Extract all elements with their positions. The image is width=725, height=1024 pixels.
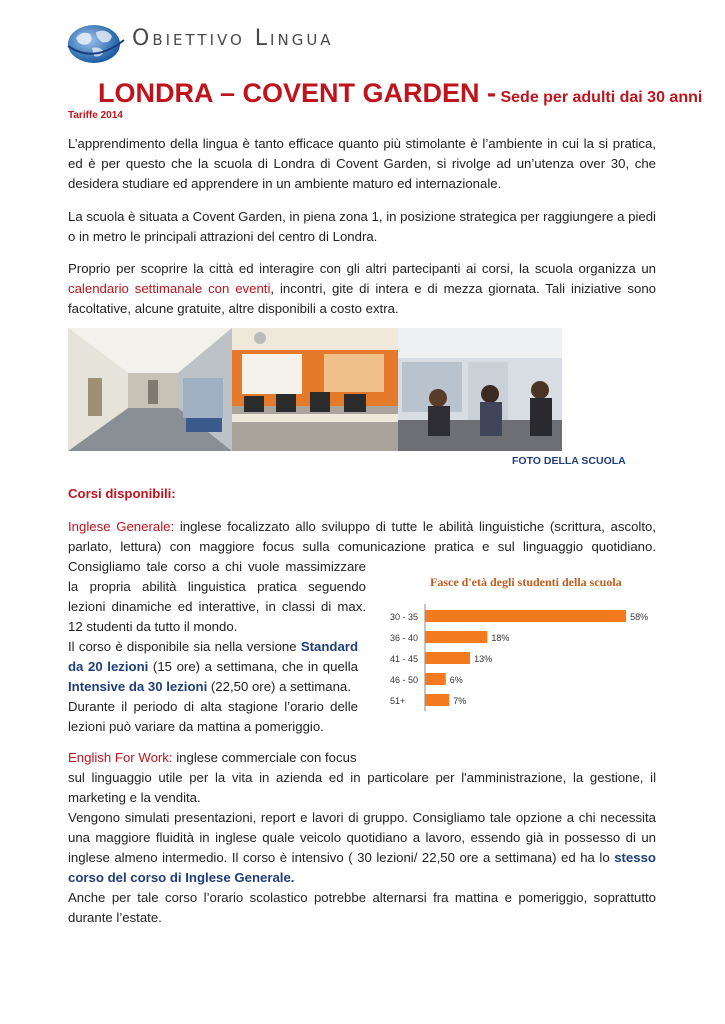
- standard-label: Standard: [300, 639, 358, 654]
- chart-title: Fasce d'età degli studenti della scuola: [430, 575, 622, 589]
- chart-value-label: 58%: [630, 612, 649, 622]
- school-photos: [68, 328, 562, 451]
- title-sub: Sede per adulti dai 30 anni: [500, 89, 703, 106]
- work-line-3: marketing e la vendita.: [68, 790, 201, 805]
- chart-category-label: 30 - 35: [390, 612, 419, 622]
- inglese-generale-label: Inglese Generale:: [68, 519, 175, 534]
- courses-heading: Corsi disponibili:: [68, 486, 176, 501]
- p3-text-a: Proprio per scoprire la città ed interagire con gli altri partecipanti ai corsi, la scuola organizza un: [68, 261, 656, 276]
- intro-paragraph-2: La scuola è situata a Covent Garden, in piena zona 1, in posizione strategica per raggiungere a piedi o in metro le principali attrazioni del centro di Londra.: [68, 209, 656, 244]
- general-line-9: [68, 677, 351, 697]
- work-text-1: inglese commerciale con focus: [172, 750, 357, 765]
- photo-students: [398, 328, 562, 451]
- general-text-7a: Il corso è disponibile sia nella versione: [68, 639, 301, 654]
- general-text-1: inglese focalizzato allo sviluppo di tutte le abilità linguistiche (scrittura, ascolto,: [174, 519, 656, 534]
- general-line-5: lezioni dinamiche ed interattive, in classi di max.: [68, 599, 366, 614]
- age-chart: [380, 570, 670, 720]
- general-line-8: [68, 657, 358, 677]
- chart-category-label: 51+: [390, 696, 406, 706]
- work-line-4: Vengono simulati presentazioni, report e lavori di gruppo. Consigliamo tale opzione a chi necessita: [68, 810, 656, 825]
- chart-bar: [425, 694, 449, 706]
- page-title: [98, 78, 703, 109]
- chart-category-label: 41 - 45: [390, 654, 419, 664]
- work-line-2: sul linguaggio utile per la vita in azienda ed in particolare per l'amministrazione, la gestione, il: [68, 770, 656, 785]
- stesso-label: stesso: [614, 850, 656, 865]
- intro-paragraph-3: [68, 259, 656, 319]
- work-text-6a: inglese almeno intermedio. Il corso è intensivo ( 30 lezioni/ 22,50 ore a settimana) ed ha lo: [68, 850, 615, 865]
- chart-value-label: 7%: [453, 696, 467, 706]
- work-line-8: Anche per tale corso l’orario scolastico potrebbe alternarsi fra mattina e pomeriggio, soprattutto: [68, 890, 656, 905]
- general-text-9b: (22,50 ore) a settimana.: [207, 679, 351, 694]
- general-line-11: lezioni può variare da mattina a pomeriggio.: [68, 719, 324, 734]
- general-line-6: 12 studenti da tutto il mondo.: [68, 619, 238, 634]
- title-main: LONDRA – COVENT GARDEN -: [98, 78, 497, 108]
- photo-corridor: [68, 328, 232, 451]
- general-line-10: Durante il periodo di alta stagione l’orario delle: [68, 699, 358, 714]
- general-text-8b: (15 ore) a settimana, che in quella: [148, 659, 358, 674]
- logo-text: Obiettivo Lingua: [132, 26, 334, 51]
- english-for-work-label: English For Work:: [68, 750, 173, 765]
- chart-value-label: 18%: [491, 633, 510, 643]
- general-line-3: Consigliamo tale corso a chi vuole massimizzare: [68, 559, 366, 574]
- work-line-9: durante l’estate.: [68, 910, 162, 925]
- events-calendar-link[interactable]: calendario settimanale con eventi: [68, 281, 271, 296]
- photo-classroom: [232, 328, 398, 451]
- intro-paragraph-1: L’apprendimento della lingua è tanto efficace quanto più stimolante è l’ambiente in cui la si pratica, ed è per questo che la scuola di Londra di Covent Garden, si rivolge ad un’utenza over 30, che desidera studiare ed apprendere in un ambiente maturo ed internazionale.: [68, 136, 656, 191]
- chart-value-label: 6%: [449, 675, 463, 685]
- work-line-5: una maggiore fluidità in inglese quale veicolo quotidiano a lavoro, essendo già in possesso di un: [68, 830, 656, 845]
- standard-20-label: da 20 lezioni: [68, 659, 149, 674]
- chart-category-label: 36 - 40: [390, 633, 419, 643]
- p3-text-b: , incontri, gite di intera e di mezza giornata. Tali iniziative sono facoltative, alcune gratuite, altre disponibili a costo extra.: [68, 281, 656, 316]
- general-line-7: [68, 637, 358, 657]
- chart-bar: [425, 631, 487, 643]
- work-line-7: [68, 868, 294, 888]
- chart-value-label: 13%: [474, 654, 493, 664]
- photos-caption: FOTO DELLA SCUOLA: [512, 455, 626, 467]
- age-chart-svg: [380, 570, 670, 720]
- chart-bar: [425, 673, 446, 685]
- general-line-2: parlato, lettura) con maggiore focus sulla comunicazione pratica e sul linguaggio quotidiano.: [68, 539, 656, 554]
- globe-icon: [66, 20, 126, 66]
- chart-category-label: 46 - 50: [390, 675, 419, 685]
- work-line-1: [68, 748, 357, 768]
- logo: [66, 20, 366, 66]
- general-line-1: [68, 517, 656, 537]
- work-line-6: [68, 848, 656, 868]
- work-text-7: corso del corso di Inglese Generale.: [68, 870, 295, 885]
- intensive-30-label: Intensive da 30 lezioni: [68, 679, 208, 694]
- general-line-4: la propria abilità linguistica pratica seguendo: [68, 579, 366, 594]
- tariffe-label: Tariffe 2014: [68, 110, 123, 121]
- chart-bar: [425, 610, 626, 622]
- chart-bar: [425, 652, 470, 664]
